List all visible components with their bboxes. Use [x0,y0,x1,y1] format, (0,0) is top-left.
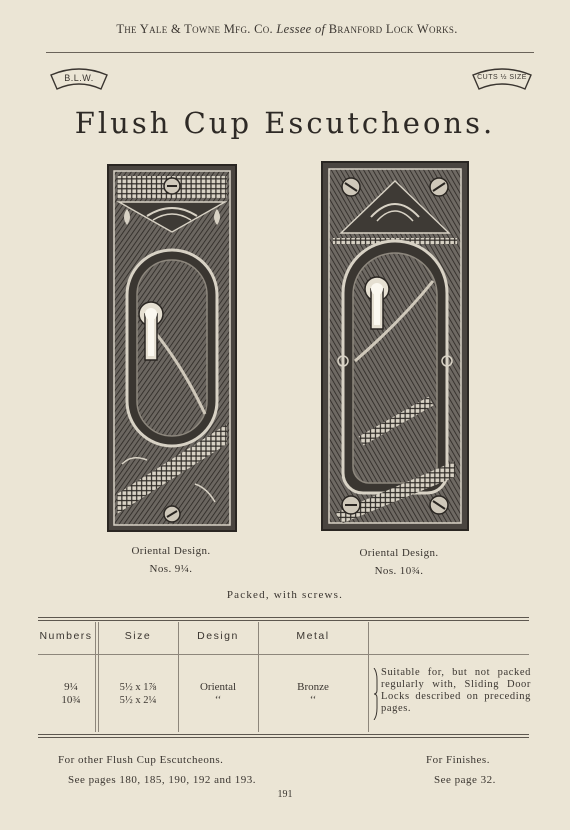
table-header-numbers: Numbers [39,630,93,642]
table-header-design: Design [197,630,239,642]
escutcheon-image-2 [321,161,469,535]
table-divider [98,622,99,732]
table-design-1: Oriental [199,681,237,693]
caption-design-1: Oriental Design. [131,545,211,557]
table-cell-numbers [40,681,102,707]
footer-right-line2: See page 32. [434,774,496,786]
caption-item-2 [318,547,480,583]
table-metal-1: Bronze [297,681,329,693]
footer-finishes [426,750,496,790]
header-rule [46,52,534,53]
footer-left-line1: For other Flush Cup Escutcheons. [58,754,224,766]
table-header-metal: Metal [296,630,330,642]
table-top-rule [38,617,529,618]
caption-nos-2: Nos. 10¾. [374,565,424,577]
table-number-1: 9¼ [64,681,78,693]
table-bottom-rule [38,734,529,735]
header-lessee: Lessee of [276,22,326,36]
footer-left-line2: See pages 180, 185, 190, 192 and 193. [68,774,257,786]
footer-other-escutcheons [58,750,256,790]
table-cell-design [180,681,256,707]
table-divider [368,622,369,732]
header-company: The Yale & Towne Mfg. Co. [116,22,273,36]
table-divider [95,622,96,732]
table-divider [178,622,179,732]
table-divider [258,622,259,732]
cuts-size-badge [470,66,534,92]
table-cell-size [100,681,176,707]
cuts-size-badge-label: CUTS ½ SIZE [477,74,527,81]
note-bracket [373,668,378,720]
table-number-2: 10¾ [61,694,81,706]
table-header-size: Size [124,630,152,642]
blw-badge-label: B.L.W. [64,73,94,83]
packed-note: Packed, with screws. [226,589,344,601]
table-metal-2: ‘‘ [309,694,317,706]
table-note: Suitable for, but not packed regularly with, Sliding Door Locks described on preceding pages. [381,667,531,714]
page-number: 191 [277,789,293,800]
escutcheon-image-1 [107,164,237,536]
blw-badge [48,66,110,92]
caption-item-1 [90,545,252,581]
caption-nos-1: Nos. 9¼. [149,563,193,575]
table-design-2: ‘‘ [214,694,222,706]
header-works: Branford Lock Works. [328,22,458,36]
caption-design-2: Oriental Design. [359,547,439,559]
table-bottom-rule-2 [38,737,529,738]
table-top-rule-2 [38,620,529,621]
table-size-1: 5½ x 1⅞ [119,682,157,693]
footer-right-line1: For Finishes. [426,754,490,766]
table-header-rule [38,654,529,655]
page-title: Flush Cup Escutcheons. [74,106,496,140]
running-header [46,22,528,37]
table-cell-metal [260,681,366,707]
table-size-2: 5½ x 2¼ [119,695,157,706]
